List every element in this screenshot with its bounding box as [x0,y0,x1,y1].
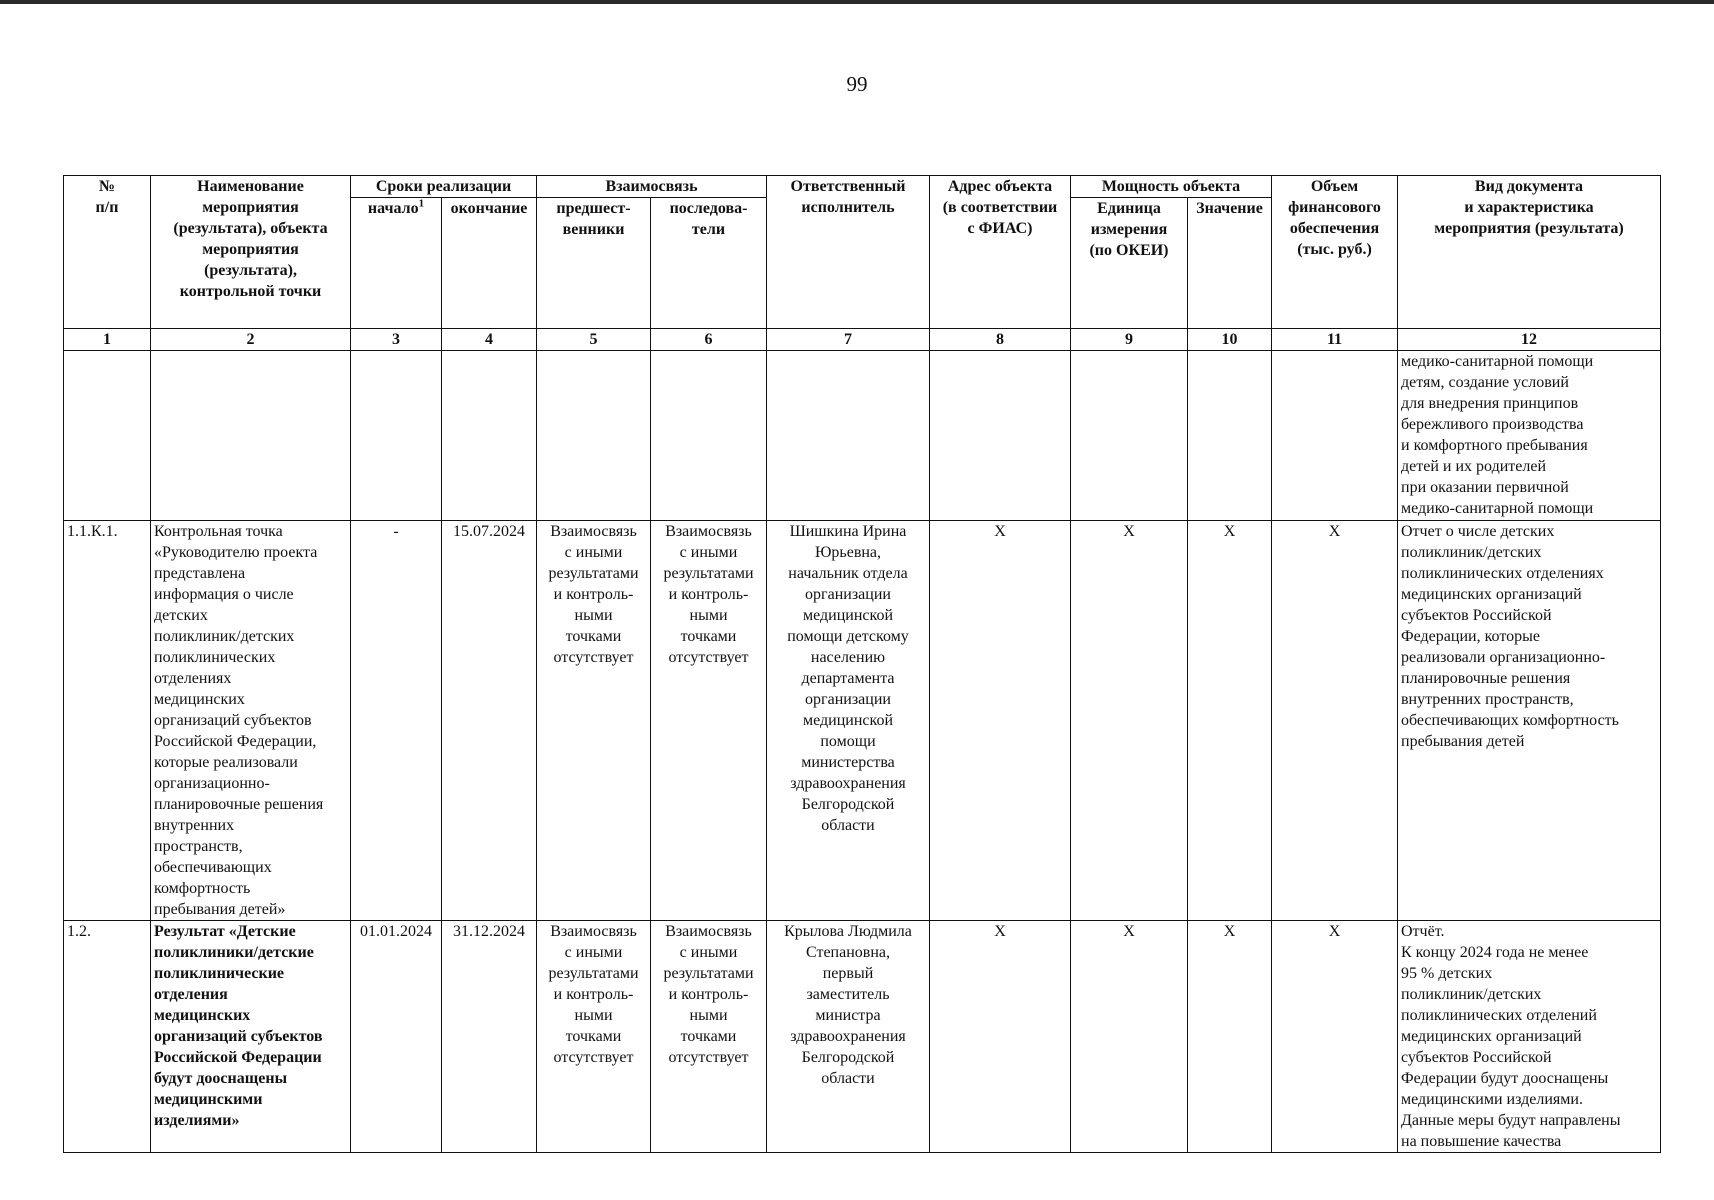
header-start: начало$^1$ [351,198,442,329]
cell-end: 15.07.2024 [442,521,537,921]
cell-responsible: Крылова Людмила Степановна, первый заместитель министра здравоохранения Белгородской области [767,921,930,1153]
cell-predecessors: Взаимосвязь с иными результатами и контроль- ными точками отсутствует [537,921,651,1153]
cell-document: Отчет о числе детских поликлиник/детских поликлинических отделениях медицинских организаций субъектов Российской Федерации, которые реализовали организационно- планировочные решения внутренних пространств, обеспечивающих комфортность пребывания детей [1398,521,1661,921]
cell-financing: X [1272,921,1398,1153]
header-predecessors: предшест- венники [537,198,651,329]
footnote-mark: 1 [418,197,425,210]
cell-unit [1071,351,1188,521]
header-row-top [64,176,1661,198]
column-number: 4 [442,329,537,351]
column-number: 7 [767,329,930,351]
column-number: 3 [351,329,442,351]
table-row [64,521,1661,921]
cell-start: - [351,521,442,921]
cell-start: 01.01.2024 [351,921,442,1153]
header-number: № п/п [64,176,151,329]
header-power: Мощность объекта [1071,176,1272,198]
table-row [64,921,1661,1153]
header-name: Наименование мероприятия (результата), объекта мероприятия (результата), контрольной точки [151,176,351,329]
header-address: Адрес объекта (в соответствии с ФИАС) [930,176,1071,329]
column-number: 9 [1071,329,1188,351]
cell-value [1188,351,1272,521]
cell-value: X [1188,921,1272,1153]
header-document: Вид документа и характеристика мероприятия (результата) [1398,176,1661,329]
cell-number: 1.2. [64,921,151,1153]
column-number: 1 [64,329,151,351]
column-number-row [64,329,1661,351]
cell-successors: Взаимосвязь с иными результатами и контроль- ными точками отсутствует [651,521,767,921]
cell-address: X [930,521,1071,921]
column-number: 8 [930,329,1071,351]
plan-table [63,175,1661,1153]
cell-predecessors [537,351,651,521]
cell-responsible: Шишкина Ирина Юрьевна, начальник отдела организации медицинской помощи детскому населению департамента организации медицинской помощи министерства здравоохранения Белгородской области [767,521,930,921]
column-number: 2 [151,329,351,351]
header-responsible: Ответственный исполнитель [767,176,930,329]
table-row [64,351,1661,521]
header-link: Взаимосвязь [537,176,767,198]
header-value: Значение [1188,198,1272,329]
header-end: окончание [442,198,537,329]
cell-name: Контрольная точка «Руководителю проекта представлена информация о числе детских поликлиник/детских поликлинических отделениях медицинских организаций субъектов Российской Федерации, которые реализовали организационно- планировочные решения внутренних пространств, обеспечивающих комфортность пребывания детей» [151,521,351,921]
cell-end: 31.12.2024 [442,921,537,1153]
cell-responsible [767,351,930,521]
page-number: 99 [846,72,868,96]
cell-end [442,351,537,521]
top-border [0,0,1714,4]
cell-address [930,351,1071,521]
column-number: 12 [1398,329,1661,351]
cell-document: медико-санитарной помощи детям, создание условий для внедрения принципов бережливого производства и комфортного пребывания детей и их родителей при оказании первичной медико-санитарной помощи [1398,351,1661,521]
header-financing: Объем финансового обеспечения (тыс. руб.) [1272,176,1398,329]
header-terms: Сроки реализации [351,176,537,198]
cell-successors [651,351,767,521]
cell-number: 1.1.К.1. [64,521,151,921]
cell-name [151,351,351,521]
header-unit: Единица измерения (по ОКЕИ) [1071,198,1188,329]
cell-start [351,351,442,521]
column-number: 5 [537,329,651,351]
column-number: 11 [1272,329,1398,351]
cell-name: Результат «Детские поликлиники/детские поликлинические отделения медицинских организаций субъектов Российской Федерации будут дооснащены медицинскими изделиями» [151,921,351,1153]
cell-value: X [1188,521,1272,921]
column-number: 10 [1188,329,1272,351]
cell-number [64,351,151,521]
column-number: 6 [651,329,767,351]
cell-predecessors: Взаимосвязь с иными результатами и контроль- ными точками отсутствует [537,521,651,921]
cell-financing: X [1272,521,1398,921]
cell-address: X [930,921,1071,1153]
cell-document: Отчёт. К концу 2024 года не менее 95 % детских поликлиник/детских поликлинических отделений медицинских организаций субъектов Российской Федерации будут дооснащены медицинскими изделиями. Данные меры будут направлены на повышение качества [1398,921,1661,1153]
cell-financing [1272,351,1398,521]
header-successors: последова- тели [651,198,767,329]
cell-unit: X [1071,921,1188,1153]
cell-unit: X [1071,521,1188,921]
cell-successors: Взаимосвязь с иными результатами и контроль- ными точками отсутствует [651,921,767,1153]
